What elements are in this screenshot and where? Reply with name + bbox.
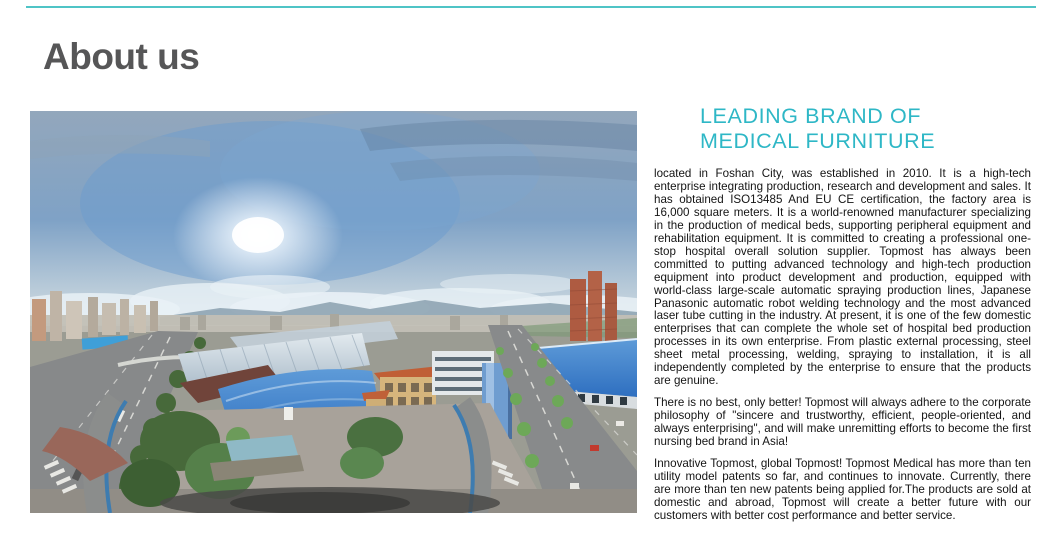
about-paragraph-1: located in Foshan City, was established in 2010. It is a high-tech enterprise integrating production, research and development and sales. It has obtained ISO13485 And EU CE certification, the factory area is 16,000 square meters. It is a world-renowned manufacturer specializing in the production of medical beds, supporting peripheral equipment and rehabilitation equipment. It is committed to creating a professional one-stop hospital overall solution supplier. Topmost has always been committed to putting advanced technology and high-tech production equipment into product development and production, equipped with world-class large-scale automatic spraying production lines, Japanese Panasonic automatic robot welding technology and the most advanced laser tube cutting in the industry. At present, it is one of the few domestic enterprises that can complete the whole set of hospital bed production processes in its own enterprise. From plastic external processing, steel sheet metal processing, welding, spraying to installation, it is all independently completed by the enterprise to ensure that the products are genuine. — [654, 167, 1031, 388]
about-text-column — [654, 104, 1031, 532]
factory-panorama-photo — [30, 111, 637, 513]
sky — [30, 111, 637, 329]
about-paragraph-3: Innovative Topmost, global Topmost! Topmost Medical has more than ten utility model patents so far, and continues to innovate. Currently, there are more than ten new patents being applied for.The products are sold at domestic and abroad, Topmost will create a better future with our customers with better cost performance and better service. — [654, 457, 1031, 522]
section-heading-line1: LEADING BRAND OF — [700, 104, 922, 128]
page-title: About us — [43, 36, 200, 77]
section-heading-line2: MEDICAL FURNITURE — [700, 129, 936, 153]
section-heading — [700, 104, 1031, 154]
about-paragraph-2: There is no best, only better! Topmost will always adhere to the corporate philosophy of "sincere and trustworthy, efficient, people-oriented, and always enterprising", and will make unremitting efforts to become the first nursing bed brand in Asia! — [654, 396, 1031, 449]
top-divider — [26, 6, 1036, 8]
panorama-illustration — [30, 111, 637, 513]
